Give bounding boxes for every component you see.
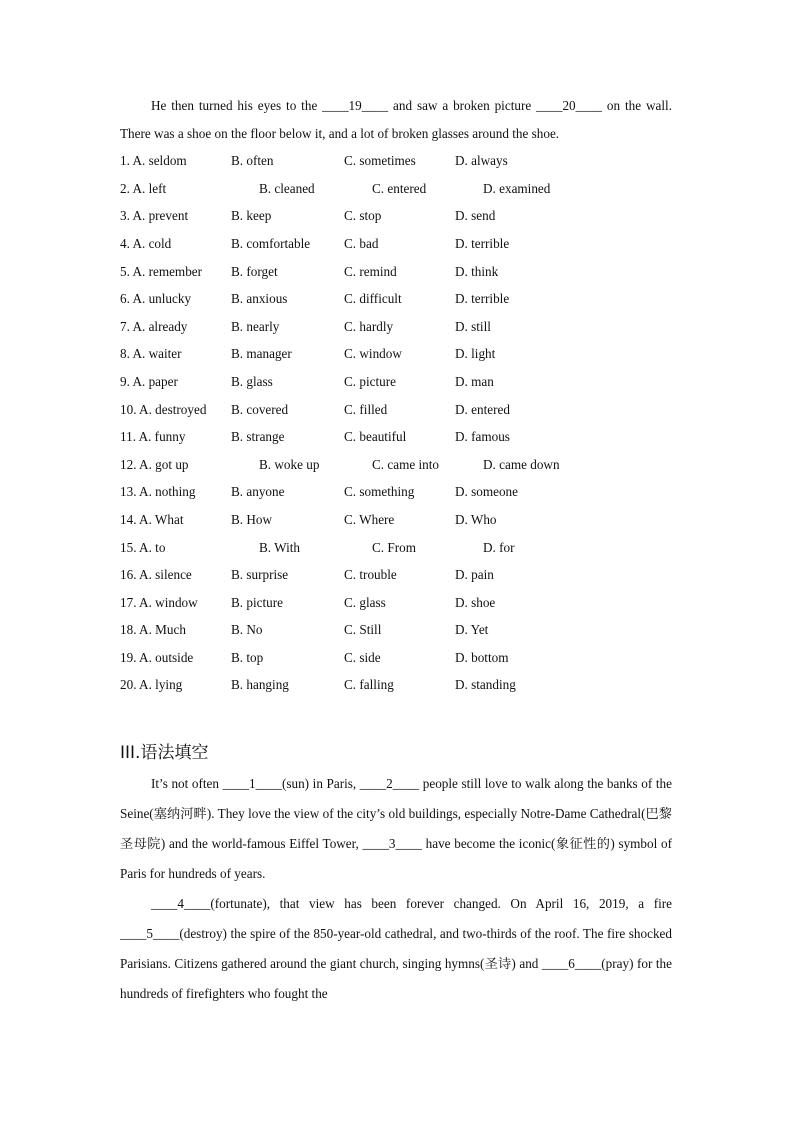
grammar-paragraph-1: It’s not often ____1____(sun) in Paris, ____2____ people still love to walk along the banks of the Seine(塞纳河畔). They love the view of the city’s old buildings, especially Notre-Dame Cathedral(巴黎圣母院) and the world-famous Eiffel Tower, ____3____ have become the iconic(象征性的) symbol of Paris for hundreds of years.: [120, 776, 672, 882]
option-c: C. filled: [344, 401, 388, 417]
option-row: [120, 644, 672, 672]
option-d: D. for: [483, 539, 515, 555]
option-row: [120, 561, 672, 589]
option-a: 11. A. funny: [120, 429, 186, 445]
option-b: B. forget: [231, 263, 278, 279]
option-a: 7. A. already: [120, 318, 188, 334]
option-row: [120, 589, 672, 617]
option-b: B. With: [259, 539, 300, 555]
option-c: C. sometimes: [344, 153, 416, 169]
grammar-paragraph-2: ____4____(fortunate), that view has been forever changed. On April 16, 2019, a fire ____5____(destroy) the spire of the 850-year-old cathedral, and two-thirds of the roof. The fire shocked Parisians. Citizens gathered around the giant church, singing hymns(圣诗) and ____6____(pray) for the hundreds of firefighters who fought the: [120, 896, 672, 1002]
option-row: [120, 147, 672, 175]
document-page: [120, 92, 672, 1009]
option-c: C. difficult: [344, 291, 402, 307]
option-c: C. window: [344, 346, 402, 362]
option-c: C. came into: [372, 456, 440, 472]
option-d: D. pain: [455, 567, 494, 583]
option-a: 17. A. window: [120, 594, 198, 610]
option-d: D. bottom: [455, 649, 509, 665]
option-a: 12. A. got up: [120, 456, 189, 472]
option-b: B. comfortable: [231, 235, 311, 251]
option-b: B. top: [231, 649, 264, 665]
option-row: [120, 423, 672, 451]
option-c: C. remind: [344, 263, 397, 279]
option-d: D. Yet: [455, 622, 489, 638]
option-c: C. From: [372, 539, 416, 555]
options-list: [120, 147, 672, 699]
option-row: [120, 671, 672, 699]
option-b: B. How: [231, 511, 273, 527]
option-row: [120, 175, 672, 203]
option-c: C. something: [344, 484, 415, 500]
option-b: B. cleaned: [259, 180, 315, 196]
option-d: D. still: [455, 318, 491, 334]
option-d: D. examined: [483, 180, 551, 196]
option-row: [120, 230, 672, 258]
option-d: D. terrible: [455, 235, 510, 251]
option-a: 19. A. outside: [120, 649, 194, 665]
option-c: C. side: [344, 649, 381, 665]
option-b: B. nearly: [231, 318, 280, 334]
option-a: 10. A. destroyed: [120, 401, 207, 417]
option-a: 4. A. cold: [120, 235, 172, 251]
option-c: C. picture: [344, 373, 397, 389]
option-d: D. shoe: [455, 594, 496, 610]
option-row: [120, 506, 672, 534]
option-b: B. manager: [231, 346, 292, 362]
option-row: [120, 258, 672, 286]
option-a: 15. A. to: [120, 539, 166, 555]
option-a: 8. A. waiter: [120, 346, 182, 362]
option-c: C. falling: [344, 677, 394, 693]
option-b: B. keep: [231, 208, 272, 224]
option-a: 18. A. Much: [120, 622, 186, 638]
option-a: 3. A. prevent: [120, 208, 189, 224]
option-row: [120, 202, 672, 230]
option-d: D. famous: [455, 429, 510, 445]
option-d: D. Who: [455, 511, 497, 527]
option-a: 13. A. nothing: [120, 484, 196, 500]
option-c: C. entered: [372, 180, 427, 196]
option-a: 9. A. paper: [120, 373, 178, 389]
option-b: B. hanging: [231, 677, 289, 693]
option-b: B. woke up: [259, 456, 320, 472]
option-a: 1. A. seldom: [120, 153, 187, 169]
option-d: D. standing: [455, 677, 516, 693]
option-a: 16. A. silence: [120, 567, 192, 583]
option-a: 5. A. remember: [120, 263, 203, 279]
option-a: 20. A. lying: [120, 677, 183, 693]
option-d: D. man: [455, 373, 494, 389]
option-b: B. often: [231, 153, 274, 169]
option-d: D. terrible: [455, 291, 510, 307]
option-row: [120, 451, 672, 479]
option-d: D. think: [455, 263, 499, 279]
option-d: D. entered: [455, 401, 510, 417]
option-d: D. light: [455, 346, 496, 362]
passage-paragraph: He then turned his eyes to the ____19____ and saw a broken picture ____20____ on the wall. There was a shoe on the floor below it, and a lot of broken glasses around the shoe.: [120, 98, 672, 141]
option-b: B. anyone: [231, 484, 285, 500]
option-d: D. came down: [483, 456, 560, 472]
option-c: C. Still: [344, 622, 382, 638]
option-row: [120, 478, 672, 506]
option-row: [120, 616, 672, 644]
option-b: B. covered: [231, 401, 289, 417]
option-row: [120, 313, 672, 341]
option-c: C. Where: [344, 511, 395, 527]
option-d: D. always: [455, 153, 508, 169]
option-a: 2. A. left: [120, 180, 167, 196]
option-b: B. glass: [231, 373, 273, 389]
option-c: C. beautiful: [344, 429, 407, 445]
option-row: [120, 285, 672, 313]
option-b: B. surprise: [231, 567, 289, 583]
option-row: [120, 340, 672, 368]
option-row: [120, 368, 672, 396]
option-a: 6. A. unlucky: [120, 291, 192, 307]
option-c: C. hardly: [344, 318, 394, 334]
option-a: 14. A. What: [120, 511, 184, 527]
option-d: D. send: [455, 208, 496, 224]
option-b: B. anxious: [231, 291, 288, 307]
option-row: [120, 534, 672, 562]
option-c: C. bad: [344, 235, 379, 251]
option-row: [120, 396, 672, 424]
option-d: D. someone: [455, 484, 518, 500]
option-c: C. glass: [344, 594, 386, 610]
option-b: B. No: [231, 622, 263, 638]
section-title: III.语法填空: [120, 743, 209, 764]
option-c: C. stop: [344, 208, 382, 224]
option-b: B. picture: [231, 594, 284, 610]
option-c: C. trouble: [344, 567, 397, 583]
option-b: B. strange: [231, 429, 285, 445]
